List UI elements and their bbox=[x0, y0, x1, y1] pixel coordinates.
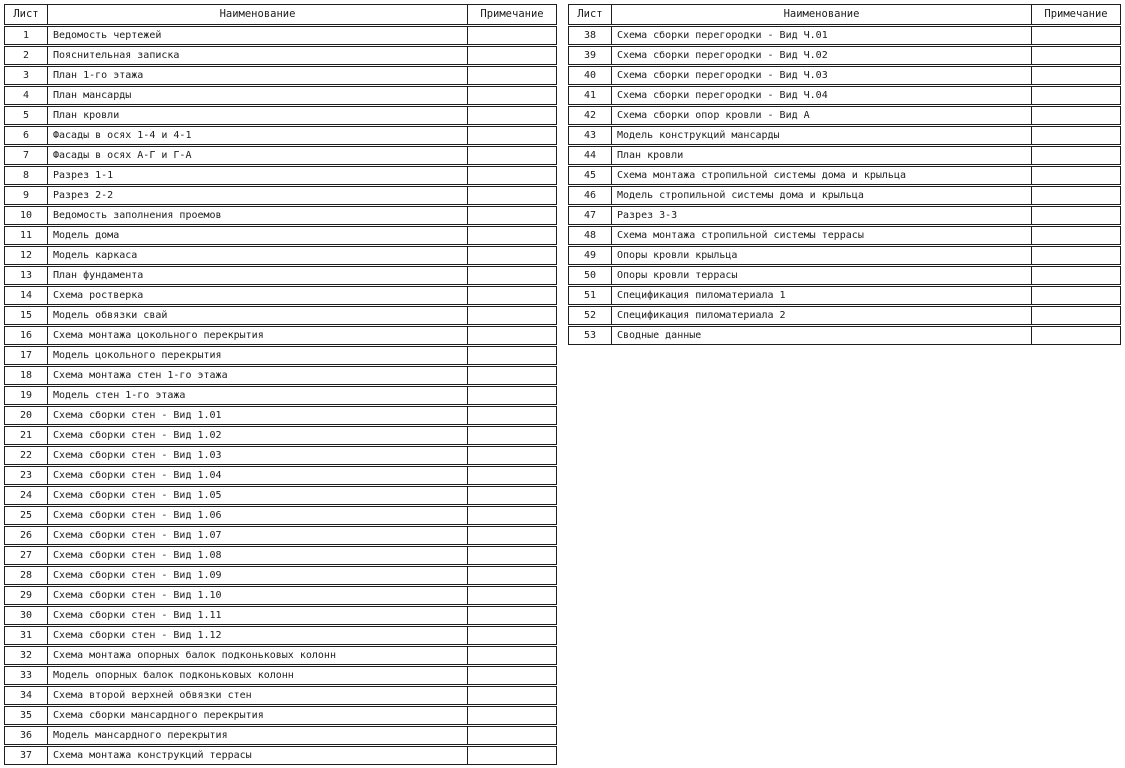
sheet-number-cell: 5 bbox=[22, 110, 30, 121]
sheet-name-cell: Схема сборки стен - Вид 1.09 bbox=[47, 567, 468, 584]
note-cell bbox=[468, 567, 556, 584]
table-row bbox=[4, 426, 557, 445]
note-cell bbox=[468, 87, 556, 104]
note-cell bbox=[1032, 167, 1120, 184]
note-cell bbox=[1032, 287, 1120, 304]
sheet-number-cell: 33 bbox=[19, 670, 33, 681]
sheet-name-cell: Фасады в осях А-Г и Г-А bbox=[47, 147, 468, 164]
table-row bbox=[4, 326, 557, 345]
table-body bbox=[4, 26, 557, 765]
note-cell bbox=[1032, 307, 1120, 324]
sheet-name-cell: Схема сборки стен - Вид 1.02 bbox=[47, 427, 468, 444]
sheet-number-cell: 36 bbox=[19, 730, 33, 741]
sheet-name-cell: Схема сборки опор кровли - Вид А bbox=[611, 107, 1032, 124]
table-row bbox=[568, 46, 1121, 65]
sheet-number-cell: 47 bbox=[583, 210, 597, 221]
sheet-number-cell: 39 bbox=[583, 50, 597, 61]
sheet-number-cell: 35 bbox=[19, 710, 33, 721]
sheet-number-cell: 9 bbox=[22, 190, 30, 201]
sheet-name-cell: Модель опорных балок подконьковых колонн bbox=[47, 667, 468, 684]
sheet-name-cell: Модель стен 1-го этажа bbox=[47, 387, 468, 404]
note-cell bbox=[468, 207, 556, 224]
sheet-name-cell: Модель мансардного перекрытия bbox=[47, 727, 468, 744]
sheet-number-cell: 28 bbox=[19, 570, 33, 581]
table-row bbox=[4, 146, 557, 165]
table-row bbox=[4, 26, 557, 45]
sheet-number-cell: 50 bbox=[583, 270, 597, 281]
table-row bbox=[568, 26, 1121, 45]
table-row bbox=[4, 246, 557, 265]
sheet-number-cell: 12 bbox=[19, 250, 33, 261]
note-cell bbox=[1032, 247, 1120, 264]
table-row bbox=[568, 326, 1121, 345]
note-cell bbox=[468, 727, 556, 744]
sheet-name-cell: Разрез 1-1 bbox=[47, 167, 468, 184]
sheet-number-cell: 41 bbox=[583, 90, 597, 101]
table-row bbox=[4, 406, 557, 425]
table-row bbox=[568, 166, 1121, 185]
sheet-number-cell: 27 bbox=[19, 550, 33, 561]
sheet-number-cell: 4 bbox=[22, 90, 30, 101]
sheet-name-cell: Схема монтажа стропильной системы дома и крыльца bbox=[611, 167, 1032, 184]
sheet-name-cell: Схема сборки стен - Вид 1.03 bbox=[47, 447, 468, 464]
sheet-number-cell: 48 bbox=[583, 230, 597, 241]
sheet-name-cell: Схема сборки перегородки - Вид Ч.04 bbox=[611, 87, 1032, 104]
note-cell bbox=[468, 27, 556, 44]
table-body bbox=[568, 26, 1121, 345]
table-row bbox=[568, 126, 1121, 145]
note-cell bbox=[1032, 87, 1120, 104]
sheet-number-cell: 23 bbox=[19, 470, 33, 481]
note-cell bbox=[1032, 147, 1120, 164]
table-row bbox=[568, 306, 1121, 325]
sheet-name-cell: Модель дома bbox=[47, 227, 468, 244]
sheet-name-cell: Опоры кровли крыльца bbox=[611, 247, 1032, 264]
note-cell bbox=[468, 287, 556, 304]
sheet-number-cell: 6 bbox=[22, 130, 30, 141]
sheet-name-cell: План мансарды bbox=[47, 87, 468, 104]
table-row bbox=[4, 646, 557, 665]
sheet-name-cell: Схема сборки стен - Вид 1.04 bbox=[47, 467, 468, 484]
sheet-number-cell: 38 bbox=[583, 30, 597, 41]
table-row bbox=[568, 226, 1121, 245]
sheet-number-cell: 7 bbox=[22, 150, 30, 161]
note-cell bbox=[468, 247, 556, 264]
table-row bbox=[4, 466, 557, 485]
sheet-number-cell: 10 bbox=[19, 210, 33, 221]
sheet-name-cell: План кровли bbox=[611, 147, 1032, 164]
sheet-name-cell: Модель обвязки свай bbox=[47, 307, 468, 324]
table-row bbox=[4, 66, 557, 85]
column-header-sheet: Лист bbox=[577, 8, 603, 20]
note-cell bbox=[468, 407, 556, 424]
table-row bbox=[568, 66, 1121, 85]
sheet-name-cell: Схема сборки стен - Вид 1.07 bbox=[47, 527, 468, 544]
sheet-name-cell: Схема сборки стен - Вид 1.11 bbox=[47, 607, 468, 624]
sheet-number-cell: 45 bbox=[583, 170, 597, 181]
table-header-row bbox=[4, 4, 557, 25]
note-cell bbox=[1032, 107, 1120, 124]
table-row bbox=[4, 666, 557, 685]
table-row bbox=[4, 446, 557, 465]
sheet-name-cell: Схема сборки стен - Вид 1.08 bbox=[47, 547, 468, 564]
table-row bbox=[4, 486, 557, 505]
sheet-name-cell: Схема второй верхней обвязки стен bbox=[47, 687, 468, 704]
note-cell bbox=[468, 587, 556, 604]
column-header-note: Примечание bbox=[1044, 8, 1108, 20]
table-row bbox=[568, 186, 1121, 205]
note-cell bbox=[468, 467, 556, 484]
sheet-number-cell: 20 bbox=[19, 410, 33, 421]
table-row bbox=[4, 46, 557, 65]
sheet-number-cell: 16 bbox=[19, 330, 33, 341]
sheet-number-cell: 24 bbox=[19, 490, 33, 501]
table-row bbox=[4, 166, 557, 185]
note-cell bbox=[468, 187, 556, 204]
sheet-name-cell: Схема сборки мансардного перекрытия bbox=[47, 707, 468, 724]
note-cell bbox=[1032, 27, 1120, 44]
table-row bbox=[4, 226, 557, 245]
note-cell bbox=[468, 547, 556, 564]
note-cell bbox=[468, 327, 556, 344]
table-row bbox=[4, 106, 557, 125]
sheet-name-cell: Спецификация пиломатериала 2 bbox=[611, 307, 1032, 324]
sheet-number-cell: 42 bbox=[583, 110, 597, 121]
note-cell bbox=[468, 107, 556, 124]
sheet-number-cell: 31 bbox=[19, 630, 33, 641]
note-cell bbox=[468, 447, 556, 464]
sheet-number-cell: 25 bbox=[19, 510, 33, 521]
sheet-name-cell: Схема монтажа стен 1-го этажа bbox=[47, 367, 468, 384]
table-row bbox=[4, 506, 557, 525]
sheet-number-cell: 2 bbox=[22, 50, 30, 61]
sheet-name-cell: Схема сборки стен - Вид 1.10 bbox=[47, 587, 468, 604]
note-cell bbox=[1032, 327, 1120, 344]
sheet-number-cell: 19 bbox=[19, 390, 33, 401]
sheet-number-cell: 34 bbox=[19, 690, 33, 701]
table-row bbox=[4, 206, 557, 225]
table-row bbox=[4, 366, 557, 385]
sheet-name-cell: Фасады в осях 1-4 и 4-1 bbox=[47, 127, 468, 144]
sheet-number-cell: 32 bbox=[19, 650, 33, 661]
sheet-number-cell: 26 bbox=[19, 530, 33, 541]
table-row bbox=[568, 206, 1121, 225]
column-header-name: Наименование bbox=[611, 5, 1032, 24]
sheet-name-cell: Модель стропильной системы дома и крыльца bbox=[611, 187, 1032, 204]
note-cell bbox=[1032, 47, 1120, 64]
sheet-name-cell: Схема монтажа конструкций террасы bbox=[47, 747, 468, 764]
table-row bbox=[4, 386, 557, 405]
table-row bbox=[4, 606, 557, 625]
sheet-number-cell: 37 bbox=[19, 750, 33, 761]
note-cell bbox=[468, 487, 556, 504]
table-row bbox=[4, 746, 557, 765]
table-row bbox=[4, 626, 557, 645]
table-row bbox=[4, 306, 557, 325]
note-cell bbox=[468, 687, 556, 704]
table-row bbox=[568, 146, 1121, 165]
sheet-number-cell: 53 bbox=[583, 330, 597, 341]
sheet-name-cell: Схема сборки перегородки - Вид Ч.02 bbox=[611, 47, 1032, 64]
sheet-name-cell: Схема монтажа цокольного перекрытия bbox=[47, 327, 468, 344]
sheet-number-cell: 17 bbox=[19, 350, 33, 361]
sheet-name-cell: Модель цокольного перекрытия bbox=[47, 347, 468, 364]
sheet-number-cell: 14 bbox=[19, 290, 33, 301]
sheet-name-cell: Схема сборки стен - Вид 1.12 bbox=[47, 627, 468, 644]
sheet-number-cell: 29 bbox=[19, 590, 33, 601]
note-cell bbox=[468, 227, 556, 244]
note-cell bbox=[1032, 187, 1120, 204]
sheet-name-cell: Ведомость заполнения проемов bbox=[47, 207, 468, 224]
sheet-name-cell: План 1-го этажа bbox=[47, 67, 468, 84]
table-row bbox=[4, 706, 557, 725]
table-row bbox=[568, 286, 1121, 305]
sheet-name-cell: Схема монтажа стропильной системы террасы bbox=[611, 227, 1032, 244]
sheet-number-cell: 40 bbox=[583, 70, 597, 81]
table-row bbox=[4, 266, 557, 285]
sheet-number-cell: 1 bbox=[22, 30, 30, 41]
table-row bbox=[4, 546, 557, 565]
table-row bbox=[4, 286, 557, 305]
sheet-number-cell: 15 bbox=[19, 310, 33, 321]
sheet-name-cell: Схема сборки перегородки - Вид Ч.03 bbox=[611, 67, 1032, 84]
note-cell bbox=[468, 607, 556, 624]
table-row bbox=[4, 526, 557, 545]
sheet-table-left bbox=[4, 4, 557, 766]
note-cell bbox=[468, 67, 556, 84]
note-cell bbox=[1032, 67, 1120, 84]
sheet-number-cell: 43 bbox=[583, 130, 597, 141]
table-row bbox=[4, 186, 557, 205]
note-cell bbox=[1032, 227, 1120, 244]
table-row bbox=[4, 566, 557, 585]
sheet-number-cell: 49 bbox=[583, 250, 597, 261]
sheet-number-cell: 13 bbox=[19, 270, 33, 281]
sheet-name-cell: Сводные данные bbox=[611, 327, 1032, 344]
column-header-sheet: Лист bbox=[13, 8, 39, 20]
column-header-note: Примечание bbox=[480, 8, 544, 20]
note-cell bbox=[1032, 207, 1120, 224]
note-cell bbox=[468, 387, 556, 404]
column-header-name: Наименование bbox=[47, 5, 468, 24]
note-cell bbox=[1032, 127, 1120, 144]
note-cell bbox=[468, 367, 556, 384]
note-cell bbox=[468, 147, 556, 164]
note-cell bbox=[468, 47, 556, 64]
sheet-number-cell: 52 bbox=[583, 310, 597, 321]
sheet-name-cell: Разрез 3-3 bbox=[611, 207, 1032, 224]
sheet-name-cell: Схема ростверка bbox=[47, 287, 468, 304]
table-row bbox=[4, 686, 557, 705]
sheet-number-cell: 18 bbox=[19, 370, 33, 381]
sheet-number-cell: 8 bbox=[22, 170, 30, 181]
sheet-name-cell: Схема сборки стен - Вид 1.01 bbox=[47, 407, 468, 424]
sheet-name-cell: Разрез 2-2 bbox=[47, 187, 468, 204]
note-cell bbox=[468, 647, 556, 664]
sheet-name-cell: План кровли bbox=[47, 107, 468, 124]
sheet-number-cell: 22 bbox=[19, 450, 33, 461]
table-row bbox=[4, 346, 557, 365]
sheet-name-cell: Ведомость чертежей bbox=[47, 27, 468, 44]
note-cell bbox=[468, 627, 556, 644]
sheet-name-cell: Схема сборки стен - Вид 1.05 bbox=[47, 487, 468, 504]
sheet-name-cell: Схема сборки стен - Вид 1.06 bbox=[47, 507, 468, 524]
note-cell bbox=[468, 527, 556, 544]
table-row bbox=[568, 106, 1121, 125]
note-cell bbox=[468, 427, 556, 444]
sheet-number-cell: 46 bbox=[583, 190, 597, 201]
note-cell bbox=[468, 267, 556, 284]
table-row bbox=[4, 126, 557, 145]
note-cell bbox=[468, 167, 556, 184]
note-cell bbox=[468, 127, 556, 144]
table-row bbox=[4, 586, 557, 605]
sheet-number-cell: 51 bbox=[583, 290, 597, 301]
note-cell bbox=[468, 307, 556, 324]
sheet-number-cell: 11 bbox=[19, 230, 33, 241]
sheet-number-cell: 44 bbox=[583, 150, 597, 161]
sheet-number-cell: 3 bbox=[22, 70, 30, 81]
note-cell bbox=[468, 667, 556, 684]
sheet-table-right bbox=[568, 4, 1121, 346]
sheet-name-cell: План фундамента bbox=[47, 267, 468, 284]
sheet-name-cell: Схема сборки перегородки - Вид Ч.01 bbox=[611, 27, 1032, 44]
sheet-name-cell: Пояснительная записка bbox=[47, 47, 468, 64]
sheet-name-cell: Модель конструкций мансарды bbox=[611, 127, 1032, 144]
note-cell bbox=[468, 347, 556, 364]
note-cell bbox=[468, 747, 556, 764]
table-header-row bbox=[568, 4, 1121, 25]
sheet-number-cell: 30 bbox=[19, 610, 33, 621]
table-row bbox=[568, 266, 1121, 285]
sheet-name-cell: Модель каркаса bbox=[47, 247, 468, 264]
note-cell bbox=[468, 707, 556, 724]
note-cell bbox=[1032, 267, 1120, 284]
table-row bbox=[568, 86, 1121, 105]
note-cell bbox=[468, 507, 556, 524]
sheet-name-cell: Спецификация пиломатериала 1 bbox=[611, 287, 1032, 304]
sheet-number-cell: 21 bbox=[19, 430, 33, 441]
sheet-name-cell: Схема монтажа опорных балок подконьковых колонн bbox=[47, 647, 468, 664]
table-row bbox=[4, 86, 557, 105]
table-row bbox=[568, 246, 1121, 265]
table-row bbox=[4, 726, 557, 745]
sheet-name-cell: Опоры кровли террасы bbox=[611, 267, 1032, 284]
